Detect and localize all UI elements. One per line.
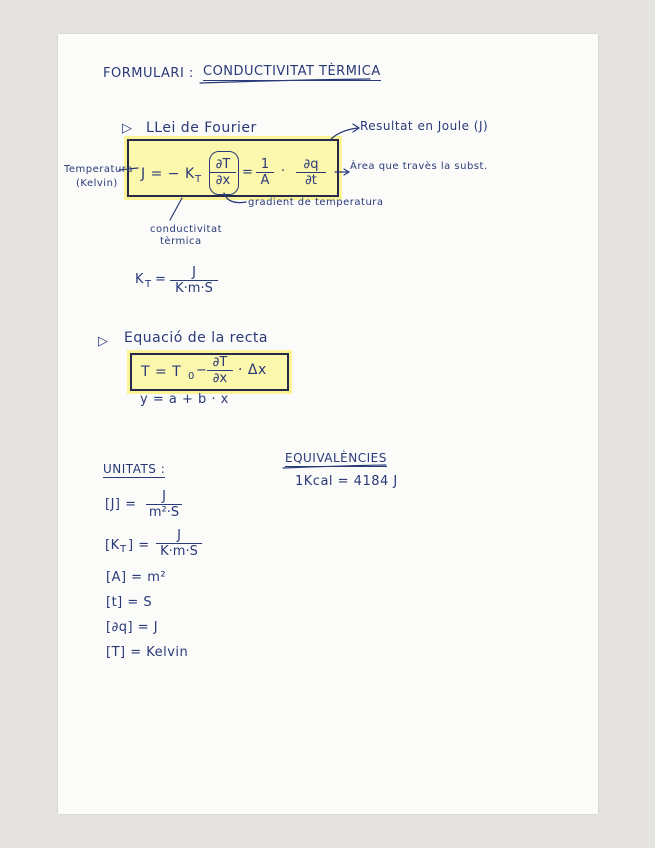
one-numerator: 1: [256, 157, 274, 173]
dot-operator: ·: [281, 164, 286, 179]
line-lhs: T = T: [141, 364, 182, 380]
heat-rate-fraction: [296, 157, 326, 188]
unit-temperature: [T] = Kelvin: [106, 645, 189, 660]
gradient-fraction: [210, 157, 236, 188]
units-title: UNITATS :: [103, 462, 166, 476]
header-title: FORMULARI :: [103, 66, 194, 81]
line-minus: −: [196, 363, 208, 378]
t0-subscript: 0: [188, 371, 195, 382]
unit-kt-lhs: [K: [105, 538, 120, 553]
unit-kt-lhs2: ] =: [128, 538, 150, 553]
unit-heat: [∂q] = J: [106, 620, 159, 635]
dq-numerator: ∂q: [296, 157, 326, 173]
equals-sign: =: [242, 165, 254, 180]
line-dx-denominator: ∂x: [212, 371, 228, 386]
area-denominator: A: [260, 173, 270, 188]
thermal-label: tèrmica: [160, 236, 202, 247]
unit-j-numerator: J: [146, 489, 182, 505]
header-subtitle: CONDUCTIVITAT TÈRMICA: [203, 64, 381, 79]
fourier-lhs: J = − K: [141, 166, 195, 182]
unit-kt-numerator: J: [156, 528, 202, 544]
line-heading: Equació de la recta: [124, 330, 268, 346]
conductivity-label: conductivitat: [150, 224, 223, 235]
kt-numerator: J: [170, 265, 218, 281]
bullet-arrow-icon: ▷: [122, 121, 133, 136]
unit-kt-fraction: [156, 528, 202, 559]
kt-fraction: [170, 265, 218, 296]
unit-j-denominator: m²·S: [148, 505, 180, 520]
dt-denominator: ∂t: [305, 173, 317, 188]
line-dT-numerator: ∂T: [207, 355, 233, 371]
kt-def-subscript: T: [145, 279, 152, 290]
gradient-note: gradient de temperatura: [248, 197, 384, 208]
equivalence-kcal: 1Kcal = 4184 J: [295, 474, 398, 489]
temperature-label: Temperatura: [64, 164, 134, 175]
bullet-arrow-icon-2: ▷: [98, 334, 109, 349]
result-note: Resultat en Joule (J): [360, 119, 489, 133]
kelvin-label: (Kelvin): [76, 178, 118, 189]
dT-numerator: ∂T: [210, 157, 236, 173]
inverse-area-fraction: [256, 157, 274, 188]
kt-lhs: K: [135, 272, 145, 287]
unit-area: [A] = m²: [106, 570, 167, 585]
kt-denominator: K·m·S: [175, 281, 213, 296]
dx-denominator: ∂x: [215, 173, 231, 188]
unit-j-fraction: [146, 489, 182, 520]
unit-kt-subscript: T: [120, 544, 127, 555]
area-note: Àrea que travès la subst.: [350, 161, 488, 172]
fourier-heading: LLei de Fourier: [146, 120, 257, 136]
equivalences-title: EQUIVALÈNCIES: [285, 451, 387, 465]
line-tail: · Δx: [238, 362, 267, 378]
unit-j-lhs: [J] =: [105, 497, 137, 512]
unit-time: [t] = S: [106, 595, 153, 610]
line-gradient-fraction: [207, 355, 233, 386]
kt-equals: =: [155, 272, 167, 287]
kt-subscript: T: [195, 174, 202, 185]
general-line-equation: y = a + b · x: [140, 392, 229, 407]
unit-kt-denominator: K·m·S: [160, 544, 198, 559]
